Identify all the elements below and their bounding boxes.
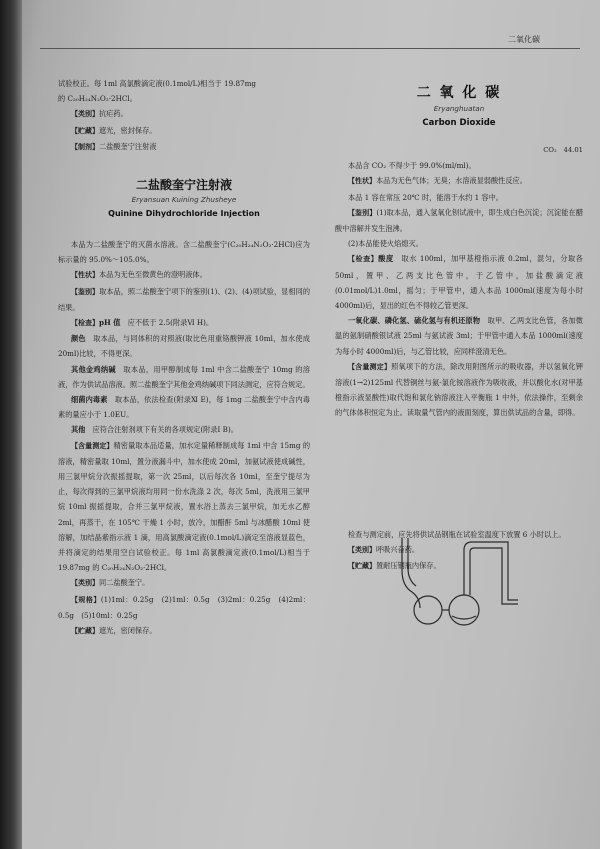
endotoxin-paragraph: 细菌内毒素 取本品，依法检查(附录Ⅺ E)，每 1mg 二盐酸奎宁中含内毒素的量应小于 1.0EU。: [58, 395, 310, 420]
continued-line-1: 试验校正。每 1ml 高氯酸滴定液(0.1mol/L)相当于 19.87mg: [58, 79, 257, 88]
left-column: [58, 76, 310, 639]
assay-paragraph: 【含量测定】照氧项下的方法，除改用附图所示的吸收器，并以氢氧化钾溶液(1→2)125ml 代替铜丝与氨-氯化铵溶液作为吸收液，并以酸化水(对甲基橙指示液显酸性)取代饱和氯化钠溶液注入平衡瓶 1 中外，依法操作，至剩余的气体体积恒定为止。读取量气管内的液面刻度，算出供试品的含量，即得。: [335, 361, 583, 418]
ph-paragraph: 【检查】pH 值 应不低于 2.5(附录Ⅵ H)。: [70, 318, 214, 328]
note-paragraph: 检查与测定前，应先将供试品钢瓶在试验室温度下放置 6 小时以上。: [347, 529, 566, 539]
monograph-title-en: Carbon Dioxide: [422, 118, 496, 128]
molecular-formula: CO₂ 44.01: [543, 146, 583, 154]
character-paragraph: 【性状】本品为无色气体；无臭；水溶液显弱酸性反应。: [347, 176, 527, 186]
absorber-apparatus-diagram: [390, 530, 530, 630]
identification-paragraph: 【鉴别】取本品，照二盐酸奎宁项下的鉴别(1)、(2)、(4)项试验，显相同的结果。: [58, 286, 311, 312]
item-category: 【类别】抗疟药。: [70, 109, 128, 119]
category-paragraph: 【类别】呼吸兴奋药。: [347, 544, 420, 554]
monograph-title-zh: 二 氧 化 碳: [416, 85, 502, 101]
character-paragraph: 【性状】本品为无色至微黄色的澄明液体。: [70, 270, 207, 280]
identification-paragraph: 【鉴别】(1)取本品，通入氢氧化钡试液中，即生成白色沉淀；沉淀能在醋酸中溶解并发生泡沸。: [335, 207, 584, 234]
monograph-title-zh: 二盐酸奎宁注射液: [135, 178, 232, 193]
storage-paragraph: 【贮藏】置耐压钢瓶内保存。: [347, 561, 441, 571]
intro-paragraph: 本品含 CO₂ 不得少于 99.0%(ml/ml)。: [347, 161, 476, 171]
assay-paragraph: 【含量测定】精密量取本品适量，加水定量稀释制成每 1ml 中含 15mg 的溶液，精密量取 10ml，置分液漏斗中，加水使成 20ml，加氨试液使成碱性，用三氯甲烷分次振摇提取，第一次 25ml，以后每次各 10ml，至奎宁提尽为止，每次得到的三氯甲烷液均用同一份水洗涤 2 次，每次 5ml，洗液用三氯甲烷 10ml 振摇提取，合并三氯甲烷液，置水浴上蒸去三氯甲烷，加无水乙醇 2ml，再蒸干，在 105℃ 干燥 1 小时，放冷，加醋酐 5ml 与冰醋酸 10ml 使溶解，加结晶紫指示液 1 滴，用高氯酸滴定液(0.1mol/L)滴定至溶液显蓝色，并将滴定的结果用空白试验校正。每 1ml 高氯酸滴定液(0.1mol/L)相当于 19.87mg 的 C₂₀H₂₄N₂O₂·2HCl。: [58, 440, 311, 573]
alkaloids-paragraph: 其他金鸡纳碱 取本品，用甲醇制成每 1ml 中含二盐酸奎宁 10mg 的溶液，作为供试品溶液。照二盐酸奎宁其他金鸡纳碱项下同法测定，应符合规定。: [58, 364, 310, 389]
acidity-paragraph: 【检查】酸度 取水 100ml，加甲基橙指示液 0.2ml，混匀，分取各 50ml，置甲、乙两支比色管中，于乙管中，加盐酸滴定液(0.01mol/L)1.0ml，摇匀；于甲管中，通入本品 1000ml(速度为每小时 4000ml)后，显出的红色不得较乙管更深。: [335, 254, 583, 311]
monograph-title-en: Quinine Dihydrochloride Injection: [108, 209, 260, 219]
item-preparation: 【制剂】二盐酸奎宁注射液: [70, 141, 157, 151]
identification-2-paragraph: (2)本品能使火焰熄灭。: [347, 239, 423, 249]
right-column: [335, 84, 583, 574]
monograph-title-pinyin: Eryanghuatan: [433, 104, 485, 113]
solubility-paragraph: 本品 1 容在常压 20℃ 时，能溶于水约 1 容中。: [347, 192, 503, 202]
running-header: 二氧化碳: [508, 35, 540, 44]
others-paragraph: 其他 应符合注射剂项下有关的各项规定(附录Ⅰ B)。: [70, 425, 238, 435]
continued-line-2: 的 C₂₀H₂₄N₂O₂·2HCl。: [58, 94, 137, 104]
color-paragraph: 颜色 取本品，与同体积的对照液(取比色用重铬酸钾液 10ml，加水使成 20ml)比较，不得更深。: [58, 334, 310, 359]
header-rule: [40, 48, 580, 49]
storage-paragraph: 【贮藏】遮光，密闭保存。: [70, 626, 157, 636]
impurity-paragraph: 一氧化碳、磷化氢、硫化氢与有机还原物 取甲、乙两支比色管，各加微温的氨制硝酸银试液 25ml 与氨试液 3ml；于甲管中通入本品 1000ml(速度为每小时 4000ml)后，与乙管比较，应同样澄清无色。: [335, 316, 583, 356]
monograph-title-pinyin: Eryansuan Kuining Zhusheye: [131, 195, 237, 205]
intro-paragraph: 本品为二盐酸奎宁的灭菌水溶液。含二盐酸奎宁(C₂₀H₂₄N₂O₂·2HCl)应为标示量的 95.0%～105.0%。: [58, 240, 310, 265]
spec-paragraph: 【规格】(1)1ml：0.25g (2)1ml：0.5g (3)2ml：0.25g (4)2ml：0.5g (5)10ml：0.25g: [58, 594, 310, 620]
category-paragraph: 【类别】同二盐酸奎宁。: [70, 578, 150, 588]
book-binding-shadow: [0, 0, 22, 849]
item-storage: 【贮藏】遮光，密封保存。: [70, 125, 157, 135]
